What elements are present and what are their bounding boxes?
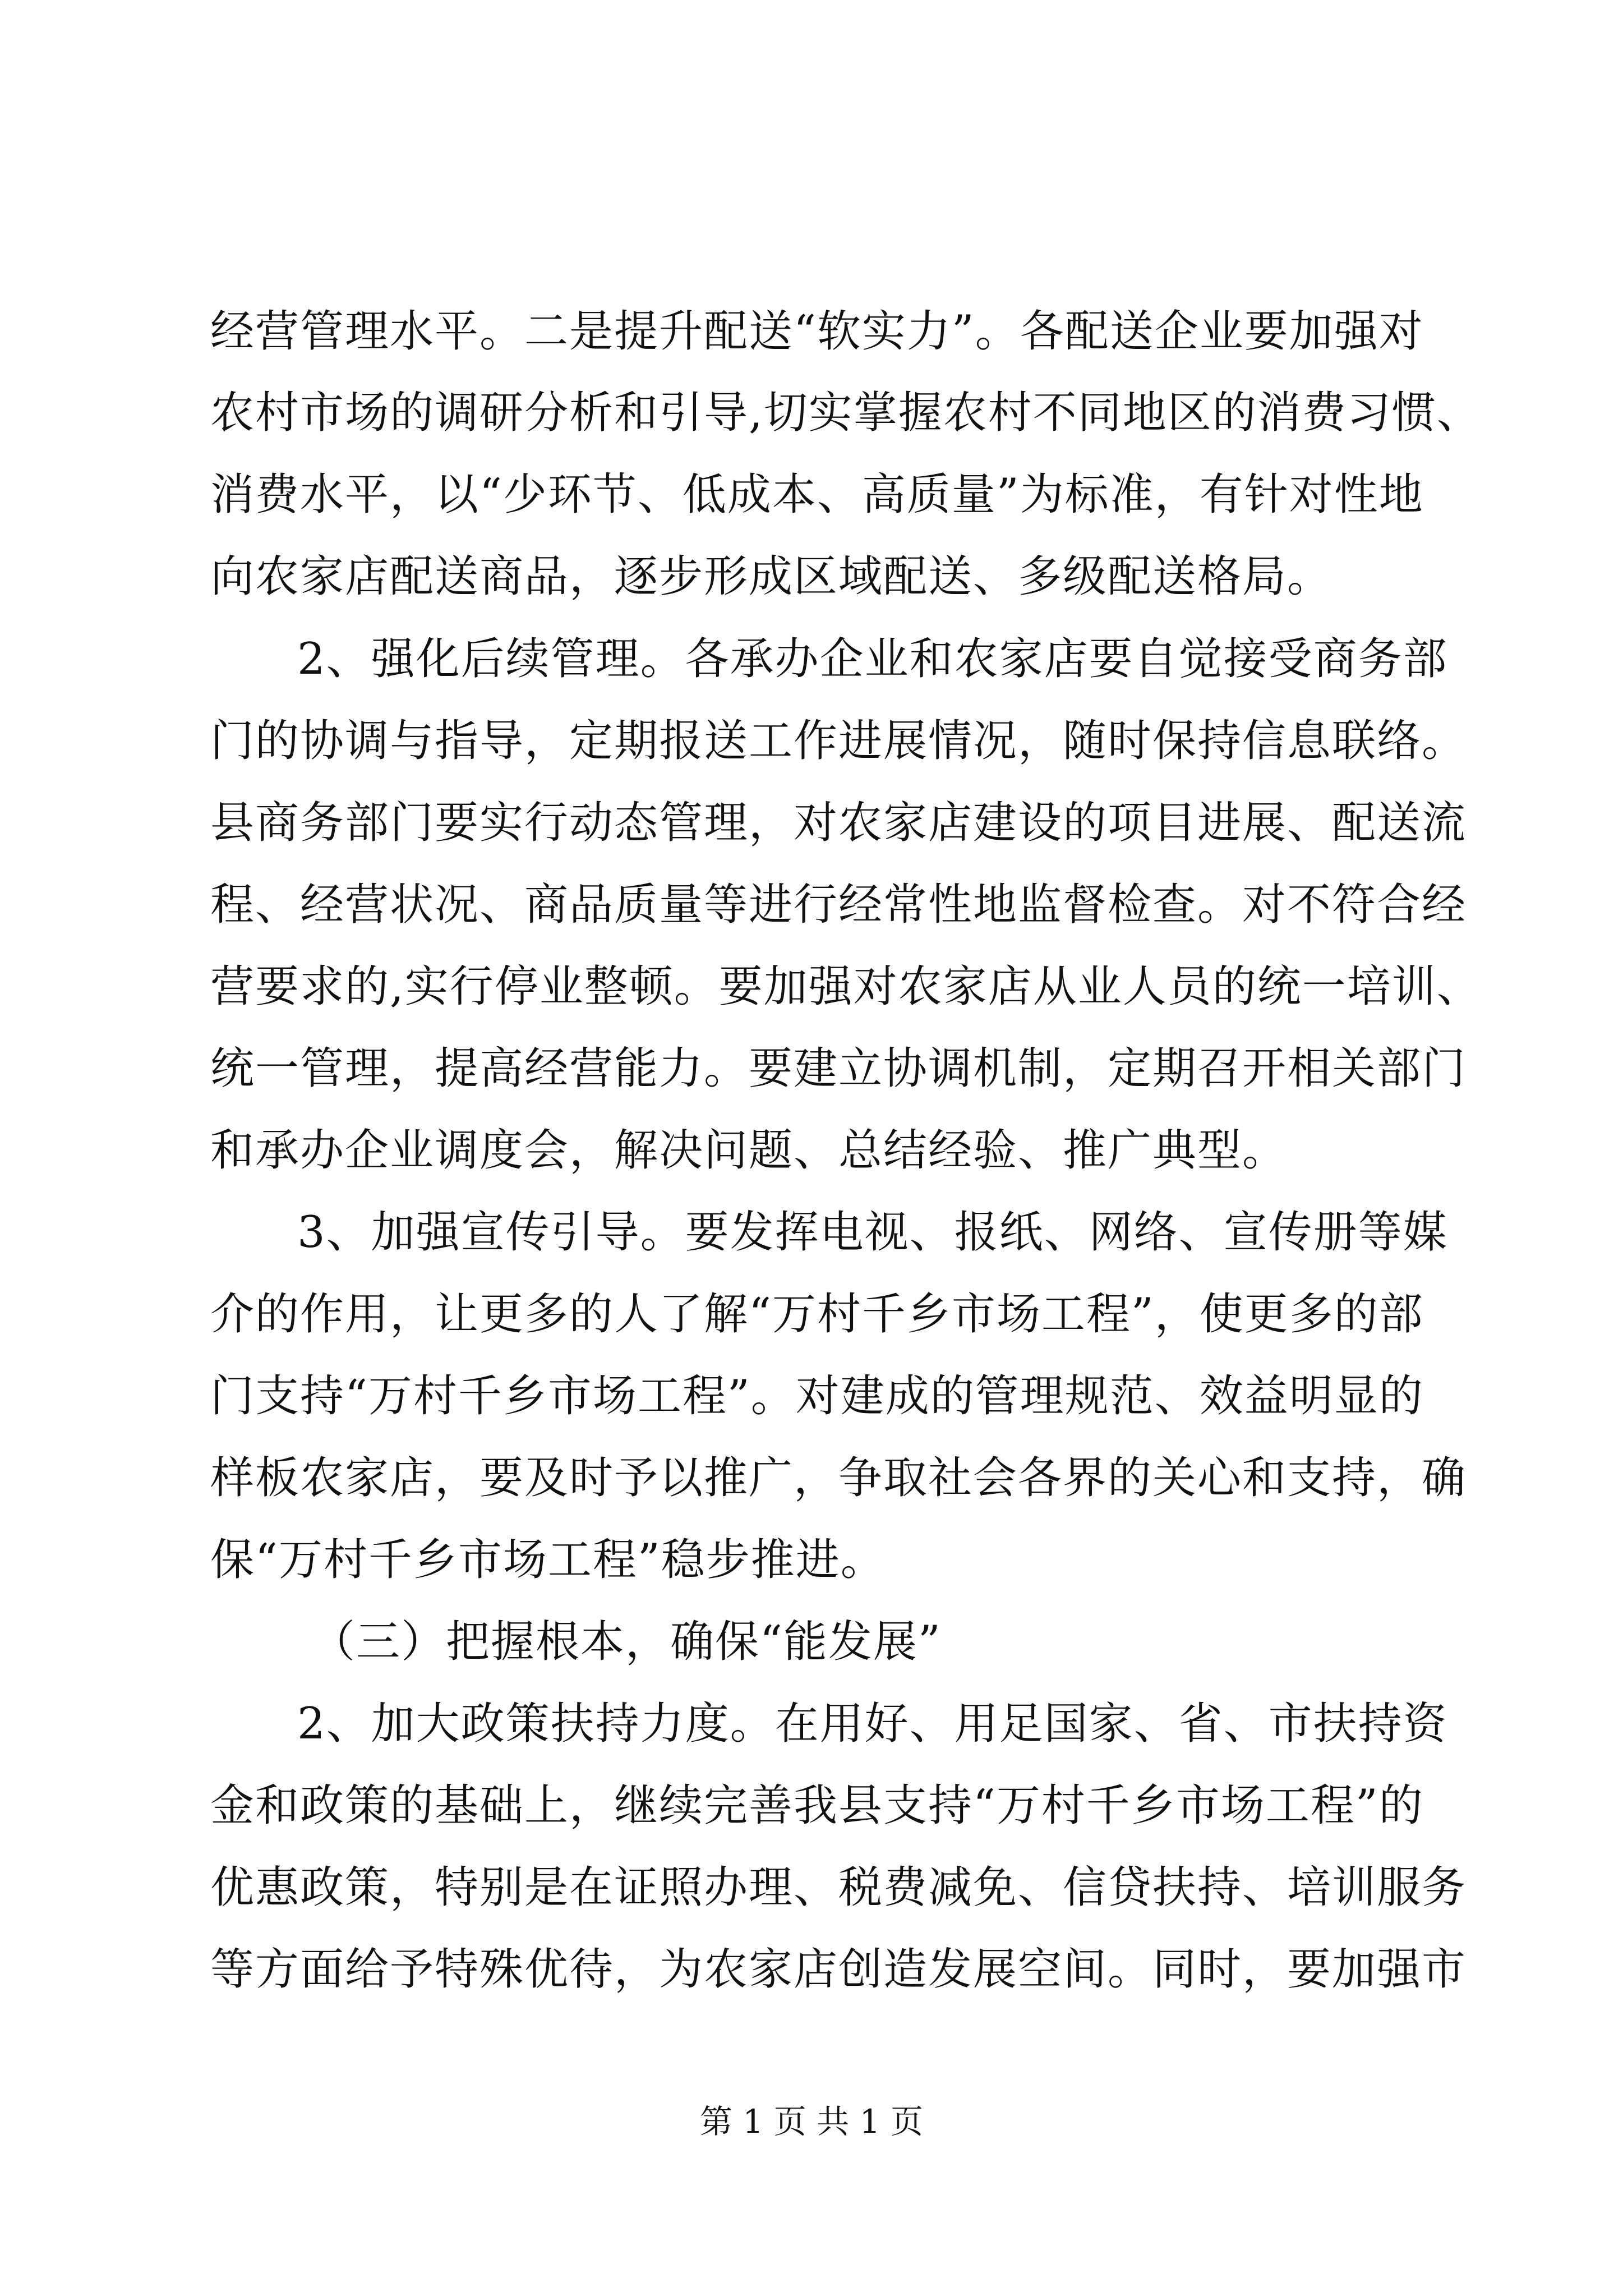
body-line: 程、经营状况、商品质量等进行经常性地监督检查。对不符合经	[210, 880, 1467, 930]
body-line: 农村市场的调研分析和引导,切实掌握农村不同地区的消费习惯、	[210, 388, 1482, 438]
body-line: 门支持“万村千乡市场工程”。对建成的管理规范、效益明显的	[210, 1371, 1424, 1421]
body-line: 向农家店配送商品，逐步形成区域配送、多级配送格局。	[210, 551, 1332, 602]
body-line: 经营管理水平。二是提升配送“软实力”。各配送企业要加强对	[210, 306, 1424, 357]
paragraph-first-line: 2、加大政策扶持力度。在用好、用足国家、省、市扶持资	[297, 1699, 1448, 1749]
body-line: 门的协调与指导，定期报送工作进展情况，随时保持信息联络。	[210, 716, 1467, 766]
body-line: 等方面给予特殊优待，为农家店创造发展空间。同时，要加强市	[210, 1944, 1467, 1995]
section-heading: （三）把握根本，确保“能发展”	[311, 1617, 942, 1667]
body-line: 金和政策的基础上，继续完善我县支持“万村千乡市场工程”的	[210, 1780, 1424, 1831]
paragraph-first-line: 3、加强宣传引导。要发挥电视、报纸、网络、宣传册等媒	[297, 1207, 1448, 1258]
body-line: 介的作用，让更多的人了解“万村千乡市场工程”，使更多的部	[210, 1289, 1424, 1340]
paragraph-first-line: 2、强化后续管理。各承办企业和农家店要自觉接受商务部	[297, 634, 1448, 684]
body-line: 消费水平，以“少环节、低成本、高质量”为标准，有针对性地	[210, 470, 1424, 520]
body-line: 和承办企业调度会，解决问题、总结经验、推广典型。	[210, 1125, 1288, 1176]
body-line: 样板农家店，要及时予以推广，争取社会各界的关心和支持，确	[210, 1453, 1467, 1503]
body-line: 县商务部门要实行动态管理，对农家店建设的项目进展、配送流	[210, 798, 1467, 848]
body-line: 优惠政策，特别是在证照办理、税费减免、信贷扶持、培训服务	[210, 1862, 1467, 1913]
page-footer: 第 1 页 共 1 页	[700, 2102, 923, 2141]
body-line: 保“万村千乡市场工程”稳步推进。	[210, 1535, 886, 1585]
body-line: 统一管理，提高经营能力。要建立协调机制，定期召开相关部门	[210, 1043, 1467, 1094]
body-line: 营要求的,实行停业整顿。要加强对农家店从业人员的统一培训、	[210, 961, 1482, 1012]
